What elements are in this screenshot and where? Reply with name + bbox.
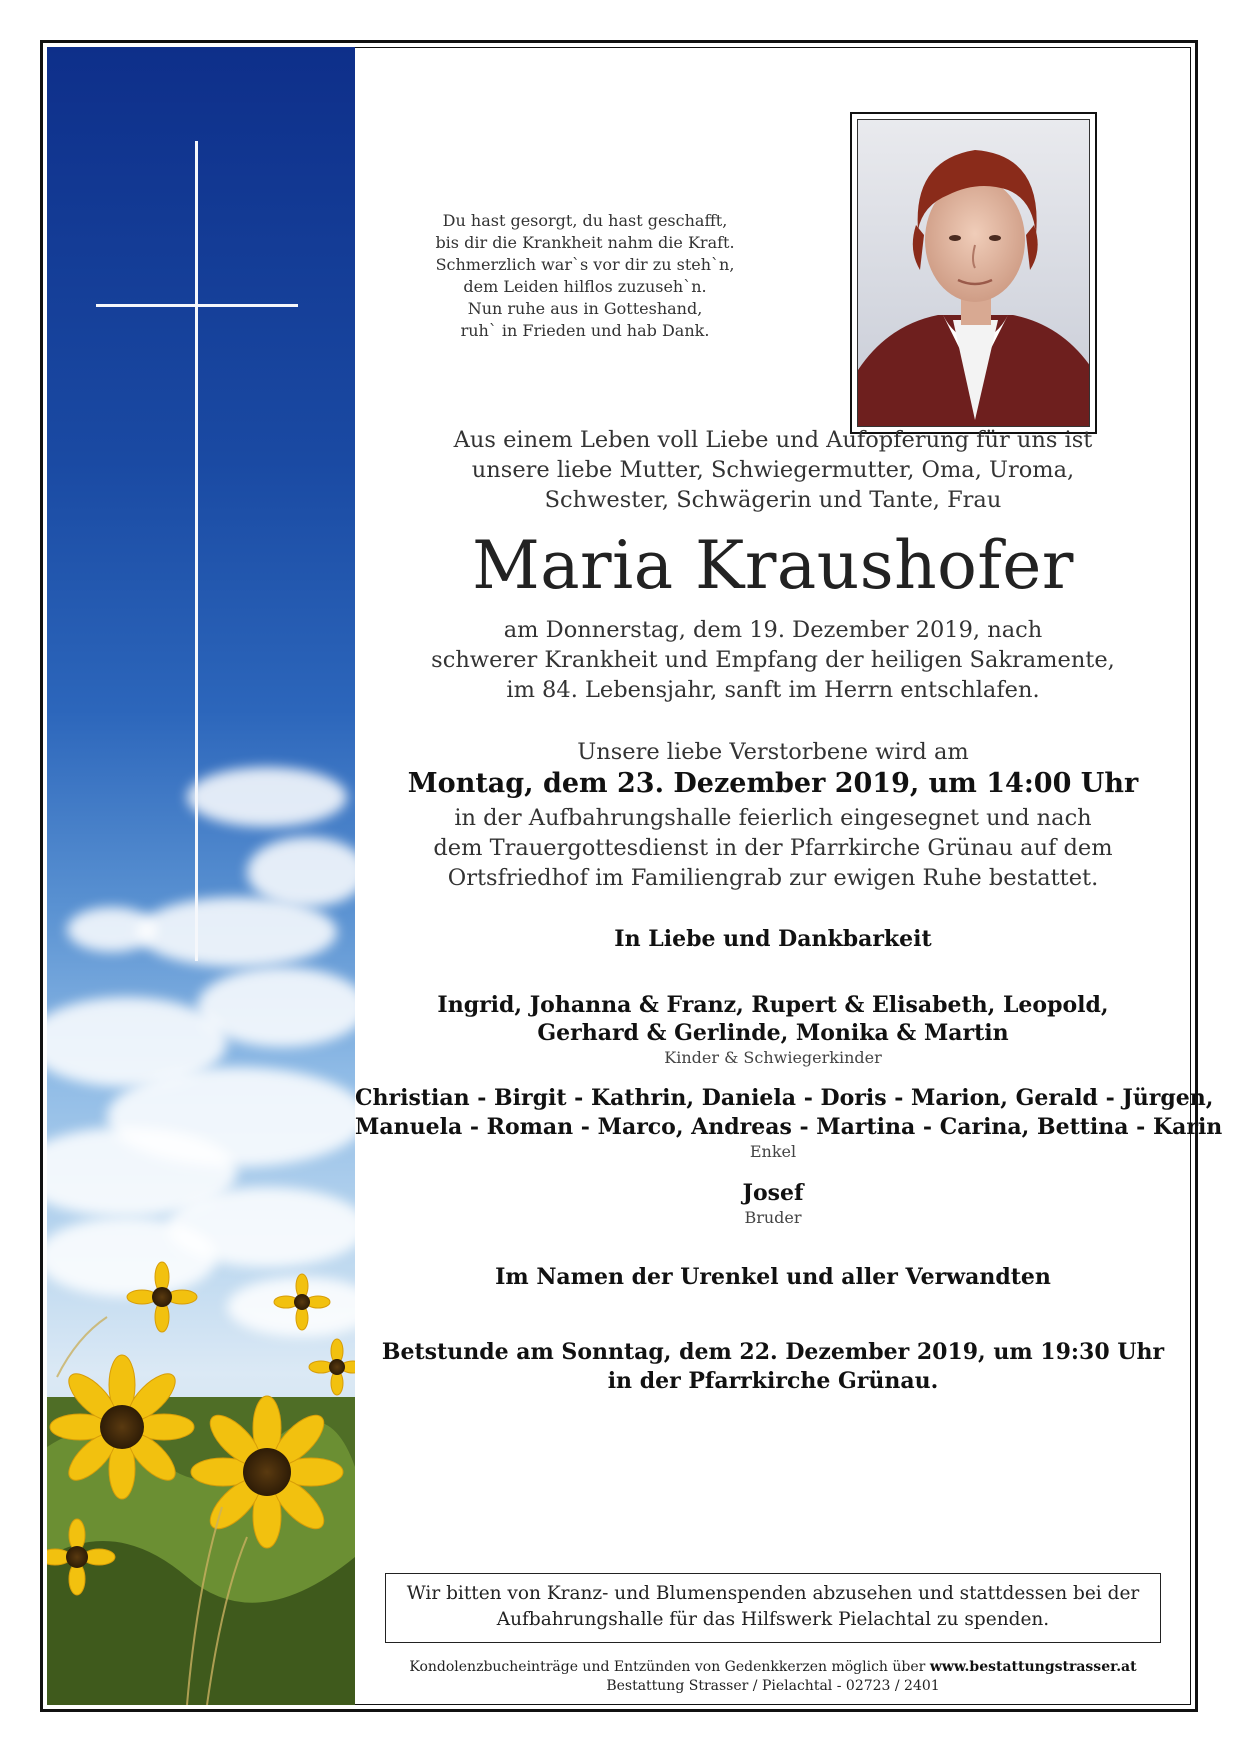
footer-website-link[interactable]: www.bestattungstrasser.at: [929, 1659, 1137, 1675]
footer-condolence-text: Kondolenzbucheinträge und Entzünden von Gedenkkerzen möglich über: [409, 1659, 926, 1675]
prayer-line: Betstunde am Sonntag, dem 22. Dezember 2019, um 19:30 Uhr: [381, 1339, 1165, 1365]
relation-label: Bruder: [744, 1208, 802, 1227]
funeral-date: Montag, dem 23. Dezember 2019, um 14:00 Uhr: [407, 768, 1139, 799]
poem-line: Nun ruhe aus in Gotteshand,: [467, 299, 703, 318]
portrait-icon: [858, 120, 1090, 427]
portrait-photo: [857, 119, 1090, 427]
poem-line: bis dir die Krankheit nahm die Kraft.: [435, 233, 735, 252]
cross-icon-bar: [96, 304, 298, 307]
intro-line: Schwester, Schwägerin und Tante, Frau: [544, 487, 1002, 513]
intro-line: Aus einem Leben voll Liebe und Aufopferung für uns ist: [453, 427, 1093, 453]
funeral-line: Ortsfriedhof im Familiengrab zur ewigen Ruhe bestattet.: [447, 865, 1099, 891]
mourners-others: Im Namen der Urenkel und aller Verwandten: [495, 1264, 1051, 1290]
portrait-photo-frame: [850, 112, 1097, 434]
poem-line: Schmerzlich war`s vor dir zu steh`n,: [435, 255, 735, 274]
mourners-children-line: Gerhard & Gerlinde, Monika & Martin: [537, 1020, 1009, 1046]
funeral-line: in der Aufbahrungshalle feierlich eingesegnet und nach: [454, 805, 1092, 831]
donation-note-line: Wir bitten von Kranz- und Blumenspenden abzusehen und stattdessen bei der: [406, 1583, 1140, 1604]
gratitude-text: In Liebe und Dankbarkeit: [614, 926, 932, 952]
mourners-children-line: Ingrid, Johanna & Franz, Rupert & Elisabeth, Leopold,: [437, 992, 1109, 1018]
footer-condolence: [355, 1658, 1191, 1676]
donation-note-box: [385, 1573, 1161, 1643]
footer-contact: Bestattung Strasser / Pielachtal - 02723 / 2401: [606, 1678, 940, 1694]
death-notice-line: am Donnerstag, dem 19. Dezember 2019, nach: [503, 617, 1043, 643]
prayer-line: in der Pfarrkirche Grünau.: [607, 1368, 939, 1394]
donation-note-line: Aufbahrungshalle für das Hilfswerk Pielachtal zu spenden.: [496, 1609, 1050, 1630]
intro-line: unsere liebe Mutter, Schwiegermutter, Oma, Uroma,: [471, 457, 1075, 483]
cross-icon: [195, 141, 198, 961]
mourners-grandchildren-line: Christian - Birgit - Kathrin, Daniela - Doris - Marion, Gerald - Jürgen,: [355, 1085, 1214, 1111]
decorative-sky-panel: [47, 47, 355, 1705]
funeral-line: dem Trauergottesdienst in der Pfarrkirche Grünau auf dem: [433, 835, 1113, 861]
relation-label: Enkel: [749, 1142, 797, 1161]
poem-line: Du hast gesorgt, du hast geschafft,: [442, 211, 728, 230]
mourners-grandchildren-line: Manuela - Roman - Marco, Andreas - Martina - Carina, Bettina - Karin: [355, 1114, 1223, 1140]
death-notice-line: im 84. Lebensjahr, sanft im Herrn entschlafen.: [506, 677, 1040, 703]
death-notice-line: schwerer Krankheit und Empfang der heiligen Sakramente,: [431, 647, 1115, 673]
sunflower-field-icon: [47, 1257, 355, 1705]
funeral-lead: Unsere liebe Verstorbene wird am: [577, 739, 969, 765]
mourners-brother-name: Josef: [742, 1180, 804, 1206]
poem-line: ruh` in Frieden und hab Dank.: [460, 321, 710, 340]
poem: [420, 210, 750, 342]
deceased-name: Maria Kraushofer: [472, 527, 1074, 604]
relation-label: Kinder & Schwiegerkinder: [664, 1048, 882, 1067]
poem-line: dem Leiden hilflos zuzuseh`n.: [463, 277, 707, 296]
